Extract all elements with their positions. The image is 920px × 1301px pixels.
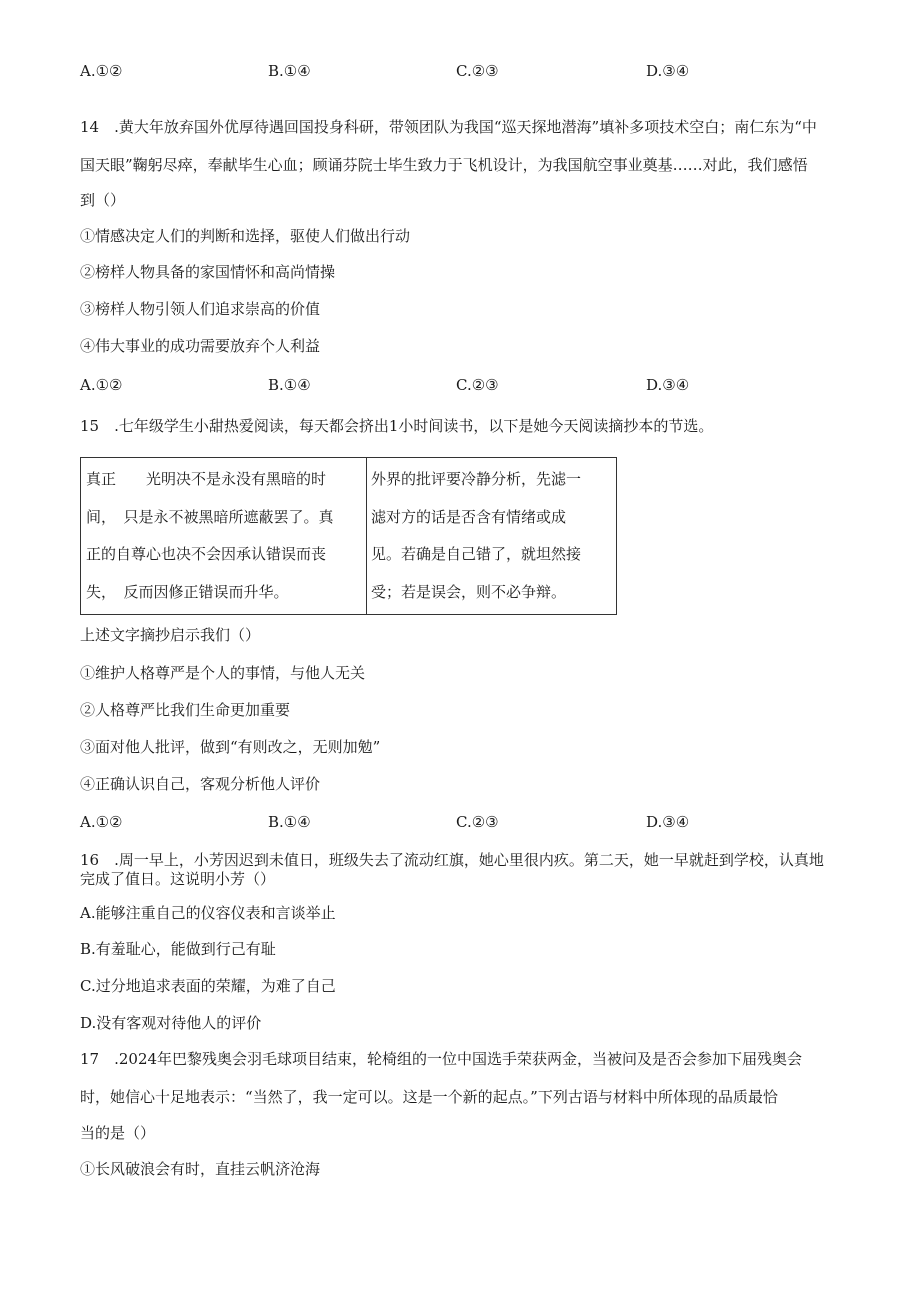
- q15-option-a: A.①②: [80, 813, 123, 831]
- q15-item-4: ④正确认识自己，客观分析他人评价: [80, 775, 321, 793]
- q15-prompt: 上述文字摘抄启示我们（）: [80, 626, 261, 644]
- q15-stem: 15 .七年级学生小甜热爱阅读，每天都会挤出1小时间读书，以下是她今天阅读摘抄本的节选。: [80, 417, 714, 435]
- q14-stem-line-3: 到（）: [80, 191, 126, 209]
- q15-options: [80, 812, 720, 832]
- table-left-line-1: 真正 光明决不是永没有黑暗的时: [86, 470, 327, 488]
- q14-option-c: C.②③: [456, 376, 499, 394]
- q14-item-2: ②榜样人物具备的家国情怀和高尚情操: [80, 263, 336, 281]
- q13-options: [80, 61, 720, 81]
- q15-item-3: ③面对他人批评，做到“有则改之，无则加勉”: [80, 738, 381, 756]
- table-right-line-1: 外界的批评要冷静分析，先滤一: [371, 470, 582, 488]
- q14-option-b: B.①④: [268, 376, 311, 394]
- q14-item-4: ④伟大事业的成功需要放弃个人利益: [80, 337, 321, 355]
- q13-option-b: B.①④: [268, 62, 311, 80]
- excerpt-table: [80, 457, 617, 615]
- q13-option-a: A.①②: [80, 62, 123, 80]
- table-right-line-4: 受；若是误会，则不必争辩。: [371, 583, 567, 601]
- table-left-line-4: 失， 反而因修正错误而升华。: [86, 583, 289, 601]
- q14-option-a: A.①②: [80, 376, 123, 394]
- q17-stem-line-1: 17 .2024年巴黎残奥会羽毛球项目结束，轮椅组的一位中国选手荣获两金，当被问及是否会参加下届残奥会: [80, 1050, 803, 1068]
- table-divider: [366, 458, 367, 614]
- q16-option-d: D.没有客观对待他人的评价: [80, 1014, 262, 1032]
- q15-item-2: ②人格尊严比我们生命更加重要: [80, 701, 291, 719]
- q17-item-1: ①长风破浪会有时，直挂云帆济沧海: [80, 1160, 321, 1178]
- q16-stem-line-1: 16 .周一早上，小芳因迟到未值日，班级失去了流动红旗，她心里很内疚。第二天，她一早就赶到学校，认真地: [80, 851, 824, 869]
- q15-option-d: D.③④: [646, 813, 690, 831]
- table-left-line-3: 正的自尊心也决不会因承认错误而丧: [86, 545, 327, 563]
- q17-stem-line-3: 当的是（）: [80, 1124, 156, 1142]
- table-left-line-2: 间， 只是永不被黑暗所遮蔽罢了。真: [86, 508, 334, 526]
- q14-option-d: D.③④: [646, 376, 690, 394]
- table-right-line-3: 见。若确是自己错了，就坦然接: [371, 545, 582, 563]
- table-right-line-2: 滤对方的话是否含有情绪或成: [371, 508, 567, 526]
- q16-option-b: B.有羞耻心，能做到行己有耻: [80, 940, 276, 958]
- q14-stem-line-1: 14 .黄大年放弃国外优厚待遇回国投身科研，带领团队为我国“巡天探地潜海”填补多项技术空白；南仁东为“中: [80, 118, 817, 136]
- q14-options: [80, 375, 720, 395]
- q15-option-b: B.①④: [268, 813, 311, 831]
- q16-option-a: A.能够注重自己的仪容仪表和言谈举止: [80, 904, 336, 922]
- q14-item-3: ③榜样人物引领人们追求崇高的价值: [80, 300, 321, 318]
- q16-option-c: C.过分地追求表面的荣耀，为难了自己: [80, 977, 336, 995]
- q17-stem-line-2: 时，她信心十足地表示：“当然了，我一定可以。这是一个新的起点。”下列古语与材料中所体现的品质最恰: [80, 1088, 778, 1106]
- q13-option-d: D.③④: [646, 62, 690, 80]
- q13-option-c: C.②③: [456, 62, 499, 80]
- q14-item-1: ①情感决定人们的判断和选择，驱使人们做出行动: [80, 227, 411, 245]
- q14-stem-line-2: 国天眼”鞠躬尽瘁，奉献毕生心血；顾诵芬院士毕生致力于飞机设计，为我国航空事业奠基……对此，我们感悟: [80, 156, 808, 174]
- q16-stem-line-2: 完成了值日。这说明小芳（）: [80, 870, 276, 888]
- q15-item-1: ①维护人格尊严是个人的事情，与他人无关: [80, 664, 366, 682]
- q15-option-c: C.②③: [456, 813, 499, 831]
